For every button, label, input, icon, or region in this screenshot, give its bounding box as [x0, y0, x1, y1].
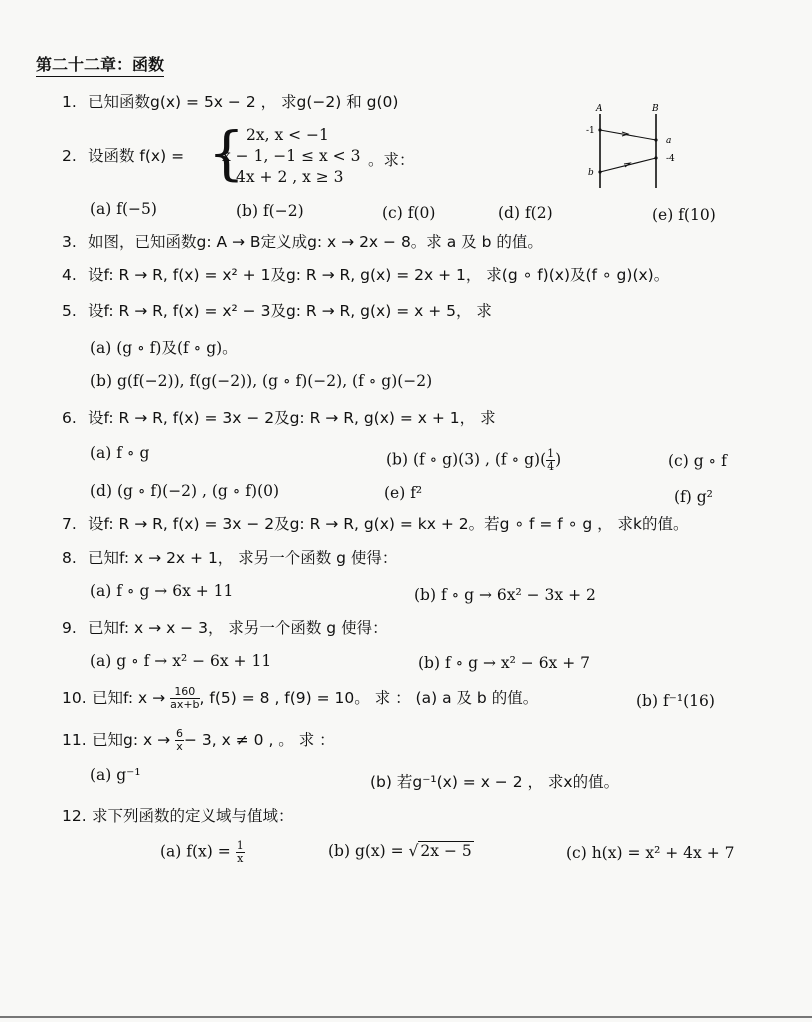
q6-part-e: (e) f² — [384, 484, 423, 502]
fraction — [236, 840, 245, 865]
question-7 — [62, 512, 689, 534]
piecewise-case-1: 2x, x < −1 — [246, 126, 329, 144]
question-text: 已知f: x → 2x + 1， 求另一个函数 g 使得： — [88, 549, 398, 567]
q2-option-b: (b) f(−2) — [236, 202, 304, 220]
question-2-ask: 。求： — [368, 151, 415, 169]
question-10 — [62, 686, 538, 711]
mapping-diagram — [582, 100, 702, 190]
q8-part-a: (a) f ∘ g → 6x + 11 — [90, 582, 234, 600]
question-text: 求下列函数的定义域与值域： — [92, 807, 294, 825]
q6-part-f: (f) g² — [674, 488, 713, 506]
question-1 — [62, 90, 398, 112]
question-6 — [62, 406, 496, 428]
fraction — [170, 686, 199, 711]
question-11 — [62, 728, 335, 753]
q12-part-b — [328, 842, 474, 860]
q5-part-a: (a) (g ∘ f)及(f ∘ g)。 — [90, 339, 238, 357]
piecewise-brace: { — [208, 119, 245, 187]
q11-part-b: (b) 若g⁻¹(x) = x − 2 ， 求x的值。 — [370, 773, 620, 791]
page-edge — [0, 1016, 812, 1018]
question-text-post: − 3, x ≠ 0 , 。 求 ： — [184, 731, 335, 750]
question-number: 4. — [62, 266, 77, 284]
question-number: 2. — [62, 147, 77, 165]
q12-part-a — [160, 840, 245, 865]
fraction — [546, 448, 555, 473]
question-text-pre: 已知f: x → — [92, 689, 166, 708]
q12-part-a-text: (a) f(x) = — [160, 842, 231, 861]
question-5 — [62, 299, 492, 321]
question-text: 已知f: x → x − 3， 求另一个函数 g 使得： — [88, 619, 388, 637]
q6-part-d: (d) (g ∘ f)(−2) , (g ∘ f)(0) — [90, 482, 280, 500]
piecewise-case-2: x − 1, −1 ≤ x < 3 — [222, 147, 361, 165]
question-8 — [62, 546, 397, 568]
q2-option-d: (d) f(2) — [498, 204, 553, 222]
fraction-numerator: 1 — [236, 839, 244, 852]
q5-part-b: (b) g(f(−2)), f(g(−2)), (g ∘ f)(−2), (f ∘ g)(−2) — [90, 372, 433, 390]
question-number: 5. — [62, 302, 77, 320]
q11-part-a: (a) g⁻¹ — [90, 766, 141, 784]
q6-part-c: (c) g ∘ f — [668, 452, 727, 470]
set-a-label: A — [596, 104, 603, 114]
question-number: 7. — [62, 515, 77, 533]
q10-part-b: (b) f⁻¹(16) — [636, 692, 715, 710]
q2-option-c: (c) f(0) — [382, 204, 436, 222]
q6-part-a: (a) f ∘ g — [90, 444, 150, 462]
q12-part-c: (c) h(x) = x² + 4x + 7 — [566, 844, 735, 862]
fraction-numerator: 160 — [170, 686, 199, 699]
q9-part-a: (a) g ∘ f → x² − 6x + 11 — [90, 652, 272, 670]
question-9 — [62, 616, 388, 638]
question-text: 如图，已知函数g: A → B定义成g: x → 2x − 8。求 a 及 b 的值。 — [88, 233, 543, 251]
question-4 — [62, 263, 669, 285]
fraction — [175, 728, 184, 753]
set-b-label: B — [652, 104, 659, 114]
fraction-numerator: 1 — [547, 447, 555, 460]
question-number: 8. — [62, 549, 77, 567]
q9-part-b: (b) f ∘ g → x² − 6x + 7 — [418, 654, 590, 672]
left-bottom-label: b — [588, 168, 594, 178]
question-2 — [62, 144, 184, 166]
fraction-numerator: 6 — [176, 727, 184, 740]
question-number: 1. — [62, 93, 77, 111]
fraction-denominator: 4 — [547, 460, 555, 474]
radicand: 2x − 5 — [420, 842, 472, 860]
question-lead: 设函数 f(x) = — [88, 147, 185, 165]
fraction-denominator: ax+b — [170, 698, 200, 712]
left-top-label: -1 — [586, 126, 595, 136]
question-3 — [62, 230, 543, 252]
question-text: 设f: R → R, f(x) = 3x − 2及g: R → R, g(x) = x + 1， 求 — [88, 409, 496, 427]
q8-part-b: (b) f ∘ g → 6x² − 3x + 2 — [414, 586, 596, 604]
q6-part-b-text: (b) (f ∘ g)(3) , (f ∘ g)( — [386, 450, 547, 469]
question-number: 6. — [62, 409, 77, 427]
question-text-pre: 已知g: x → — [92, 731, 171, 750]
fraction-denominator: x — [237, 852, 244, 866]
question-text: 设f: R → R, f(x) = x² + 1及g: R → R, g(x) = 2x + 1， 求(g ∘ f)(x)及(f ∘ g)(x)。 — [88, 266, 670, 284]
fraction-denominator: x — [176, 740, 183, 754]
right-bottom-label: -4 — [666, 154, 675, 164]
q6-part-b — [386, 448, 561, 473]
q6-part-b-close: ) — [555, 450, 562, 469]
question-12 — [62, 804, 294, 826]
question-number: 10. — [62, 689, 87, 708]
right-top-label: a — [666, 136, 672, 146]
q2-option-e: (e) f(10) — [652, 206, 716, 224]
piecewise-case-3: 4x + 2 , x ≥ 3 — [236, 168, 344, 186]
question-text-post: , f(5) = 8 , f(9) = 10。 求 ： (a) a 及 b 的值。 — [199, 689, 539, 708]
question-text: 设f: R → R, f(x) = 3x − 2及g: R → R, g(x) = kx + 2。若g ∘ f = f ∘ g ， 求k的值。 — [88, 515, 689, 533]
q2-option-a: (a) f(−5) — [90, 200, 157, 218]
question-number: 9. — [62, 619, 77, 637]
q12-part-b-text: (b) g(x) = √ — [328, 842, 419, 860]
question-number: 11. — [62, 731, 87, 750]
question-text: 设f: R → R, f(x) = x² − 3及g: R → R, g(x) = x + 5， 求 — [88, 302, 492, 320]
question-number: 3. — [62, 233, 77, 251]
page-title: 第二十二章：函数 — [36, 52, 164, 77]
question-number: 12. — [62, 807, 87, 825]
question-text: 已知函数g(x) = 5x − 2 ， 求g(−2) 和 g(0) — [88, 93, 399, 111]
